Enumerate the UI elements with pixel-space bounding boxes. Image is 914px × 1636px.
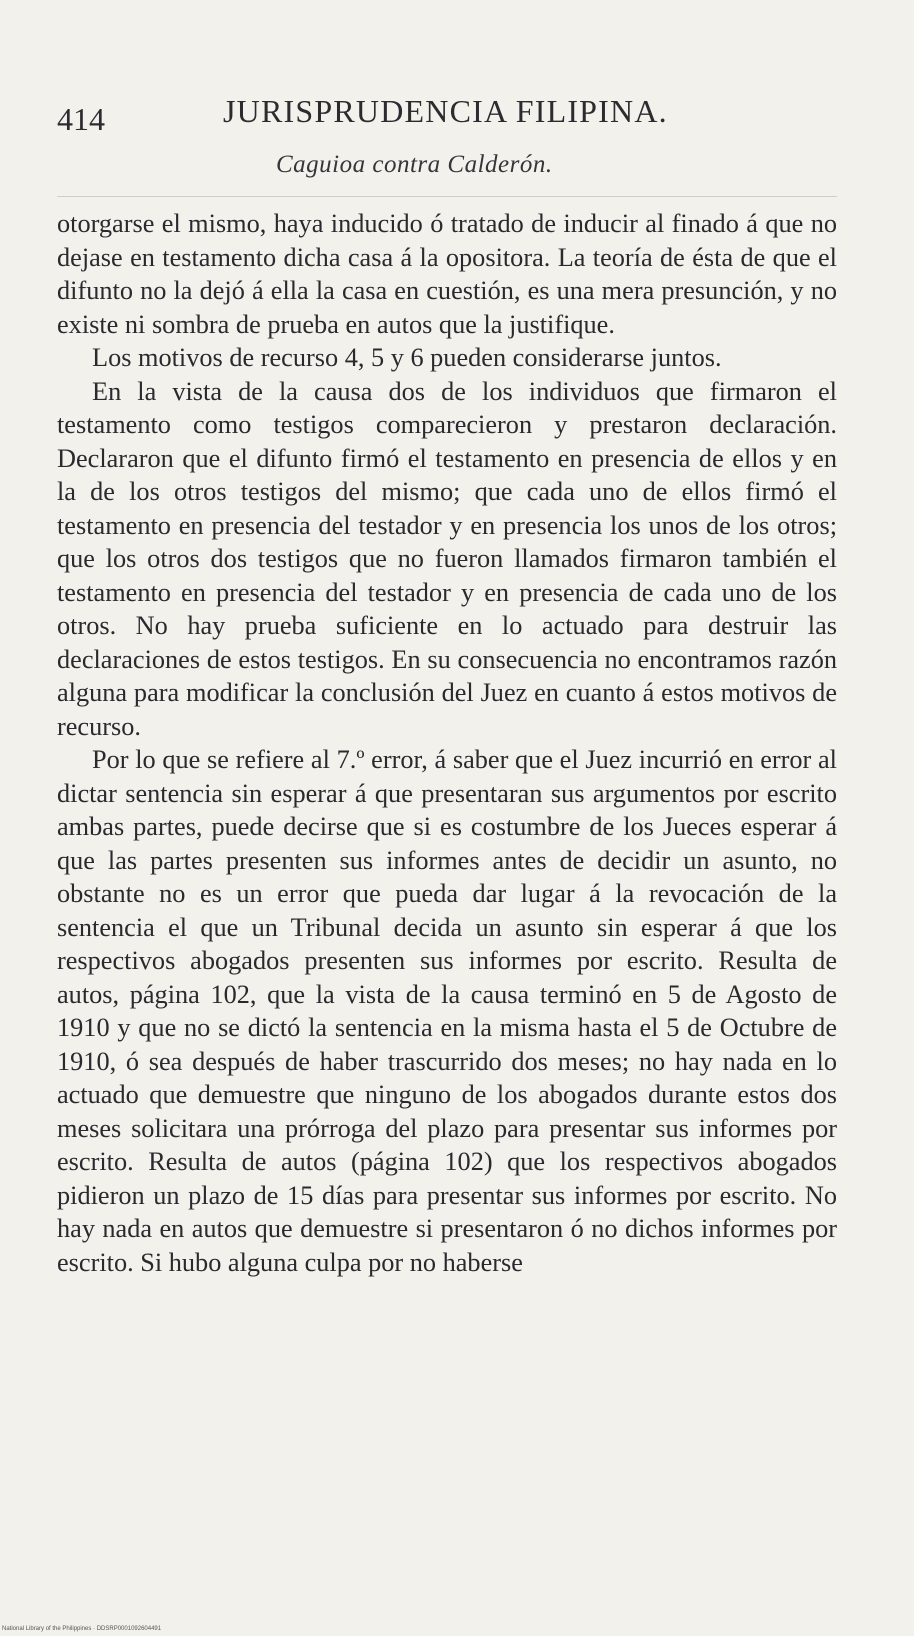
paragraph: En la vista de la causa dos de los individuos que firmaron el testamento como testigos comparecieron y prestaron declaración. Declararon que el difunto firmó el testamento en presencia de ellos y en la de los otros testigos del mismo; que cada uno de ellos firmó el testamento en presencia del testador y en presencia los unos de los otros; que los otros dos testigos que no fueron llamados firmaron también el testamento en presencia del testador y en presencia de cada uno de los otros. No hay prueba suficiente en lo actuado para destruir las declaraciones de estos testigos. En su consecuencia no encontramos razón alguna para modificar la conclusión del Juez en cuanto á estos motivos de recurso.	[57, 376, 837, 741]
paragraph: Los motivos de recurso 4, 5 y 6 pueden considerarse juntos.	[92, 343, 722, 372]
paragraph-continuation: otorgarse el mismo, haya inducido ó tratado de inducir al finado á que no dejase en testamento dicha casa á la opositora. La teoría de ésta de que el difunto no la dejó á ella la casa en cuestión, es una mera presunción, y no existe ni sombra de prueba en autos que la justifique.	[57, 209, 837, 339]
body-text	[57, 207, 837, 1279]
footer-credit: National Library of the Philippines · DDSRP0001092604491	[2, 1626, 162, 1632]
case-title: Caguioa contra Calderón.	[276, 151, 553, 178]
running-title: JURISPRUDENCIA FILIPINA.	[223, 93, 668, 129]
paragraph: Por lo que se refiere al 7.º error, á saber que el Juez incurrió en error al dictar sentencia sin esperar á que presentaran sus argumentos por escrito ambas partes, puede decirse que si es costumbre de los Jueces esperar á que las partes presenten sus informes antes de decidir un asunto, no obstante no es un error que pueda dar lugar á la revocación de la sentencia el que un Tribunal decida un asunto sin esperar á que los respectivos abogados presenten sus informes por escrito. Resulta de autos, página 102, que la vista de la causa terminó en 5 de Agosto de 1910 y que no se dictó la sentencia en la misma hasta el 5 de Octubre de 1910, ó sea después de haber trascurrido dos meses; no hay nada en lo actuado que demuestre que ninguno de los abogados durante estos dos meses solicitara una prórroga del plazo para presentar sus informes por escrito. Resulta de autos (página 102) que los respectivos abogados pidieron un plazo de 15 días para presentar sus informes por escrito. No hay nada en autos que demuestre si presentaron ó no dichos informes por escrito. Si hubo alguna culpa por no haberse	[57, 745, 837, 1277]
header-rule	[57, 196, 837, 197]
page-number: 414	[57, 101, 105, 137]
